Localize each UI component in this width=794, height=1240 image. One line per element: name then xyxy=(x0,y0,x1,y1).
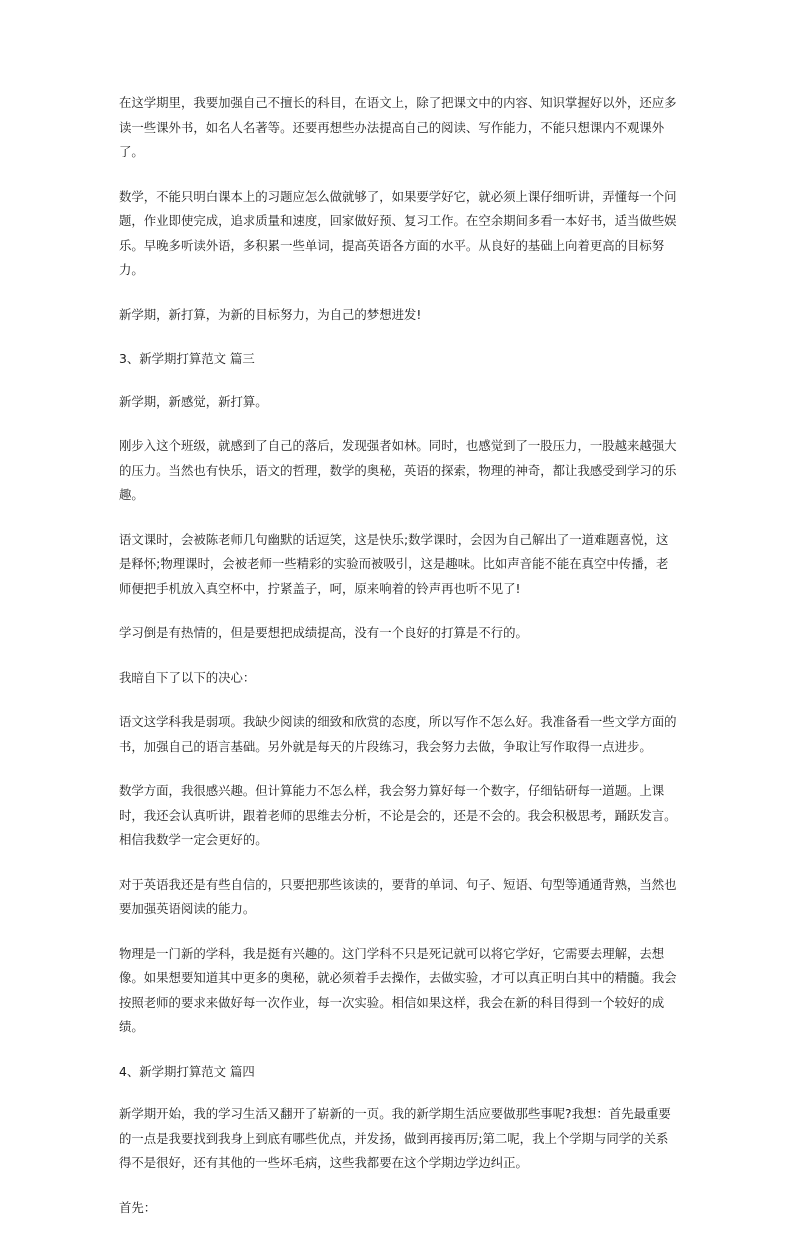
paragraph-math-interest: 数学方面，我很感兴趣。但计算能力不怎么样，我会努力算好每一个数字，仔细钻研每一道题。上课时，我还会认真听讲，跟着老师的思维去分析，不论是会的，还是不会的。我会积极思考，踊跃发言。相信我数学一定会更好的。 xyxy=(119,783,677,847)
section-heading-part-four: 4、新学期打算范文 篇四 xyxy=(119,1063,255,1079)
paragraph-new-class: 刚步入这个班级，就感到了自己的落后，发现强者如林。同时，也感觉到了一股压力，一股越来越强大的压力。当然也有快乐，语文的哲理，数学的奥秘，英语的探索，物理的神奇，都让我感受到学习的乐趣。 xyxy=(119,438,677,502)
paragraph-class-joy: 语文课时，会被陈老师几句幽默的话逗笑，这是快乐;数学课时，会因为自己解出了一道难题喜悦，这是释怀;物理课时，会被老师一些精彩的实验而被吸引，这是趣味。比如声音能不能在真空中传播，老师便把手机放入真空杯中，拧紧盖子，呵，原来响着的铃声再也听不见了! xyxy=(119,531,669,596)
paragraph-chinese-weakness: 语文这学科我是弱项。我缺少阅读的细致和欣赏的态度，所以写作不怎么好。我准备看一些文学方面的书，加强自己的语言基础。另外就是每天的片段练习，我会努力去做，争取让写作取得一点进步。 xyxy=(119,714,677,754)
paragraph-chinese-plan: 在这学期里，我要加强自己不擅长的科目，在语文上，除了把课文中的内容、知识掌握好以外，还应多读一些课外书，如名人名著等。还要再想些办法提高自己的阅读、写作能力，不能只想课内不观课外了。 xyxy=(119,95,677,159)
paragraph-new-semester-start: 新学期开始，我的学习生活又翻开了崭新的一页。我的新学期生活应要做那些事呢?我想：首先最重要的一点是我要找到我身上到底有哪些优点，并发扬，做到再接再厉;第二呢，我上个学期与同学的关系得不是很好，还有其他的一些坏毛病，这些我都要在这个学期边学边纠正。 xyxy=(119,1106,671,1170)
paragraph-math-plan: 数学，不能只明白课本上的习题应怎么做就够了，如果要学好它，就必须上课仔细听讲，弄懂每一个问题，作业即使完成，追求质量和速度，回家做好预、复习工作。在空余期间多看一本好书，适当做些娱乐。早晚多听读外语，多积累一些单词，提高英语各方面的水平。从良好的基础上向着更高的目标努力。 xyxy=(119,188,677,277)
paragraph-physics-new: 物理是一门新的学科，我是挺有兴趣的。这门学科不只是死记就可以将它学好，它需要去理解，去想像。如果想要知道其中更多的奥秘，就必须着手去操作，去做实验，才可以真正明白其中的精髓。我会按照老师的要求来做好每一次作业，每一次实验。相信如果这样，我会在新的科目得到一个较好的成绩。 xyxy=(119,945,677,1034)
section-heading-part-three: 3、新学期打算范文 篇三 xyxy=(119,351,255,366)
paragraph-english-confidence: 对于英语我还是有些自信的，只要把那些该读的，要背的单词、句子、短语、句型等通通背熟，当然也要加强英语阅读的能力。 xyxy=(119,876,677,916)
paragraph-first-point: 首先： xyxy=(119,1199,157,1215)
paragraph-study-enthusiasm: 学习倒是有热情的，但是要想把成绩提高，没有一个良好的打算是不行的。 xyxy=(119,625,528,640)
paragraph-new-feeling: 新学期，新感觉，新打算。 xyxy=(119,393,268,409)
document-body xyxy=(119,91,677,1240)
paragraph-closing-motto: 新学期，新打算，为新的目标努力，为自己的梦想进发! xyxy=(119,306,422,322)
paragraph-resolution-intro: 我暗自下了以下的决心： xyxy=(119,669,256,685)
